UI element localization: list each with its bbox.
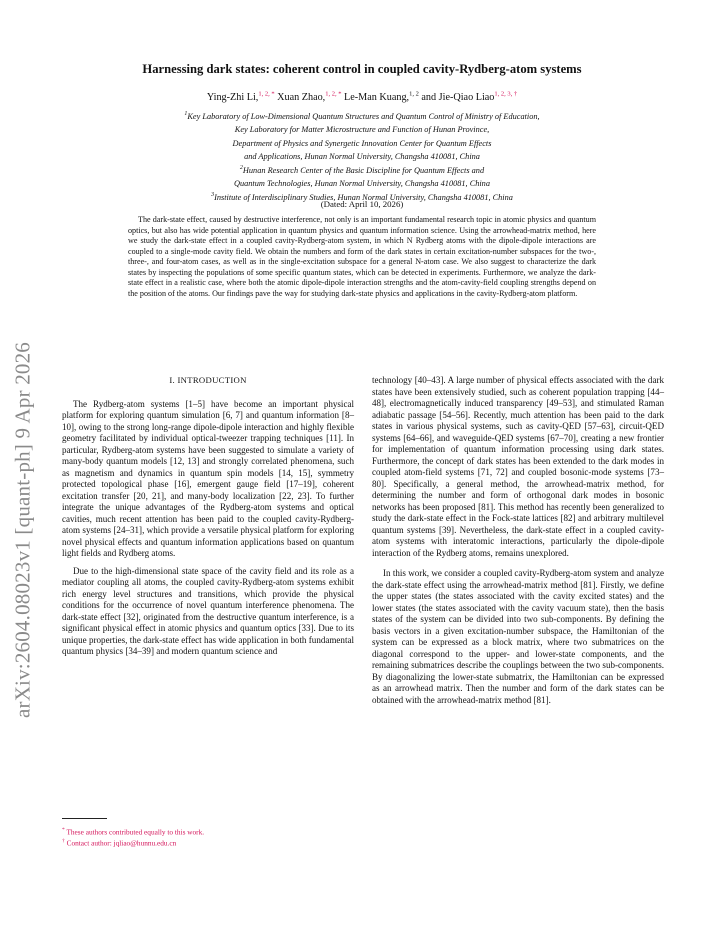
affiliation-line: Key Laboratory for Matter Microstructure and Function of Hunan Province, [234, 125, 490, 135]
affiliation-line: and Applications, Hunan Normal University, Changsha 410081, China [244, 152, 480, 162]
paragraph: In this work, we consider a coupled cavity-Rydberg-atom system and analyze the dark-state effect using the arrowhead-matrix method [81]. Firstly, we define the upper states (the states associated with the cavity excited states) and the lower states (the states associated with the cavity vacuum state), then the basis states of the system can be divided into two sub-components. By defining the basis vectors in a given excitation-number subspace, the Hamiltonian of the system can be expressed as a block matrix, where two submatrices on the diagonal correspond to the upper- and lower-state components, and the remaining submatrices describe the couplings between the two sub-components. By diagonalizing the lower-state submatrix, the Hamiltonian can be expressed as an arrowhead matrix. Then the number and form of the dark states can be obtained with the arrowhead-matrix method [81]. [372, 568, 664, 705]
paragraph: Due to the high-dimensional state space of the cavity field and its role as a mediator coupling all atoms, the coupled cavity-Rydberg-atom systems exhibit rich energy level structures and transitions, which provide the physical conditions for the occurrence of novel quantum interference phenomena. The dark-state effect [32], originated from the destructive quantum interference, is a significant physical effect in atomic physics and quantum optics [33]. Due to its unique properties, the dark-state effect has wide application in both fundamental quantum physics [34–39] and modern quantum science and [62, 565, 354, 656]
author-4[interactable]: and Jie-Qiao Liao$^{1, 2, 3, \dagger}$ [421, 91, 518, 104]
section-heading: I. INTRODUCTION [169, 375, 247, 385]
footnote-equal-contribution: * These authors contributed equally to this work. [62, 827, 205, 837]
arxiv-stamp-text: arXiv:2604.08023v1 [quant-ph] 9 Apr 2026 [10, 341, 35, 719]
affiliation-line: Quantum Technologies, Hunan Normal University, Changsha 410081, China [234, 179, 490, 189]
author-list [60, 91, 664, 103]
author-3[interactable]: Le-Man Kuang,$^{1, 2}$ [344, 91, 419, 104]
paragraph: technology [40–43]. A large number of physical effects associated with the dark states have been extensively studied, such as coherent population trapping [44–48], electromagnetically induced transparency [49–53], and stimulated Raman adiabatic passage [54–56]. Recently, much attention has been paid to the dark states in various physical systems, such as cavity-QED [57–63], circuit-QED systems [64–66], and waveguide-QED systems [67–70], creating a new frontier for implementation of quantum information processing using dark states. Furthermore, the concept of dark states has been extended to the dark modes in coupled atom-field systems [71, 72] and coupled bosonic-mode systems [73–80]. Specifically, a general method, the arrowhead-matrix method, for determining the number and form of orthogonal dark modes in bosonic networks has been proposed [81]. This method has recently been generalized to study the dark-state effect in the Fock-state lattices [82] and arbitrary multilevel quantum systems [39]. Nevertheless, the dark-state effect in a coupled cavity-atom systems with interatomic interactions, particularly the dipole-dipole interaction of the Rydberg atoms, remains unexplored. [372, 375, 664, 558]
author-2[interactable]: Xuan Zhao,$^{1, 2, *}$ [277, 91, 342, 104]
arxiv-stamp [8, 250, 38, 810]
author-1[interactable]: Ying-Zhi Li,$^{1, 2, *}$ [206, 91, 275, 104]
right-column [372, 375, 664, 706]
paper-title: Harnessing dark states: coherent control in coupled cavity-Rydberg-atom systems [142, 62, 582, 76]
affiliation-line: $^1$Key Laboratory of Low-Dimensional Quantum Structures and Quantum Control of Ministry of Education, [184, 111, 540, 121]
affiliations [60, 109, 664, 203]
footnote-rule [62, 818, 107, 819]
abstract: The dark-state effect, caused by destructive interference, not only is an important fundamental research topic in atomic physics and quantum optics, but also has wide potential application in quantum physics and quantum information science. Using the arrowhead-matrix method, here we study the dark-state effect in a coupled cavity-Rydberg-atom system, in which N Rydberg atoms with the dipole-dipole interactions are coupled to a single-mode cavity field. We obtain the numbers and form of the dark states in certain excitation-number subspaces for the two-, three-, and four-atom cases, as well as in the single-excitation subspace for a general N-atom case. We also suggest to characterize the dark states by inspecting the populations of some specific quantum states, which can be detected in experiments. Furthermore, we analyze the dark-state effect in a realistic case, where both the atomic dipole-dipole interaction strengths and the atom-cavity-field coupling strengths depend on the position of the atoms. Our findings pave the way for studying dark-state physics and applications in the cavity-Rydberg-atom platform. [128, 215, 596, 298]
dated-line: (Dated: April 10, 2026) [320, 199, 404, 209]
footnote-contact[interactable]: † Contact author: jqliao@hunnu.edu.cn [62, 838, 177, 848]
left-column [62, 375, 354, 658]
affiliation-line: $^2$Hunan Research Center of the Basic Discipline for Quantum Effects and [239, 164, 485, 175]
affiliation-line: $^3$Institute of Interdisciplinary Studies, Hunan Normal University, Changsha 410081, China [211, 191, 513, 202]
paragraph: The Rydberg-atom systems [1–5] have become an important physical platform for exploring quantum simulation [6, 7] and quantum information [8–10], owing to the strong long-range dipole-dipole interaction and highly flexible geometry facilitated by individual optical-tweezer trapping techniques [11]. In particular, Rydberg-atom systems have been suggested to simulate a variety of many-body quantum models [12, 13] and strongly correlated phenomena, such as magnetism and dynamics in quantum spin models [14, 15], symmetry protected topological phase [16], emergent gauge field [17–19], coherent excitation transfer [20, 21], and many-body localization [22, 23]. To further integrate the unique advantages of the Rydberg-atom systems and optical cavities, much recent attention has been paid to the coupled cavity-Rydberg-atom systems [24–31], which provide a versatile physical platform for exploring novel physical effects and quantum information applications based on quantum light fields and Rydberg atoms. [62, 398, 354, 558]
affiliation-line: Department of Physics and Synergetic Innovation Center for Quantum Effects [232, 138, 492, 148]
